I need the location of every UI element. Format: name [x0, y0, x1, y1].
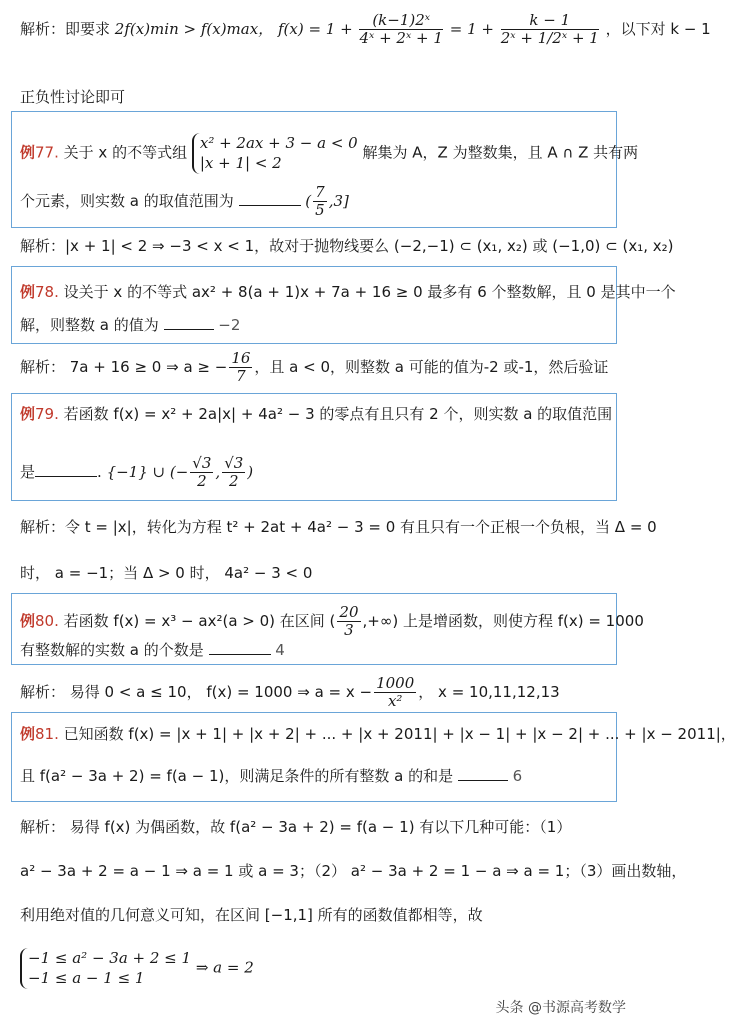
example-80-line2: 有整数解的实数 a 的个数是 4: [20, 641, 285, 659]
function-def: f(x) = 1 +: [277, 19, 353, 38]
answer-blank: [458, 780, 508, 781]
example-77-line1: 例77. 关于 x 的不等式组 x² + 2ax + 3 − a < 0 |x + 1| < 2 解集为 A，Z 为整数集，且 A ∩ Z 共有两: [20, 134, 639, 173]
solution-80: 解析： 易得 0 < a ≤ 10， f(x) = 1000 ⇒ a = x − $\frac{1000}{\text{x²}}$ ， x = 10,11,12,13: [20, 674, 560, 711]
example-label: 例: [20, 405, 36, 423]
example-79-line1: 例79. 若函数 f(x) = x² + 2a|x| + 4a² − 3 的零点有且只有 2 个，则实数 a 的取值范围: [20, 405, 613, 423]
example-81-line1: 例81. 已知函数 f(x) = |x + 1| + |x + 2| + ... + |x + 2011| + |x − 1| + |x − 2| + ... + |x − 2011|，: [20, 725, 736, 743]
solution-76-line1: 解析：即要求 2f(x)min > f(x)max， f(x) = 1 + $\frac{\text{(k−1)2ˣ}}{\text{4ˣ + 2ˣ + 1}}$ = 1 + $\frac{k - 1}{\text{2ˣ + 1/2ˣ + 1}}$ ，以下对 k − 1: [20, 11, 711, 48]
solution-81-system: −1 ≤ a² − 3a + 2 ≤ 1 −1 ≤ a − 1 ≤ 1 ⇒ a = 2: [20, 948, 254, 989]
solution-79-line2: 时， a = −1；当 Δ > 0 时， 4a² − 3 < 0: [20, 564, 313, 582]
example-number: 78.: [35, 283, 59, 301]
solution-76-line2: 正负性讨论即可: [20, 88, 126, 106]
answer-blank: [164, 329, 214, 330]
inequality: 2f(x)min > f(x)max，: [114, 19, 274, 38]
inequality-system: −1 ≤ a² − 3a + 2 ≤ 1 −1 ≤ a − 1 ≤ 1: [20, 948, 191, 989]
example-78-line2: 解，则整数 a 的值为 −2: [20, 316, 241, 334]
example-number: 79.: [35, 405, 59, 423]
example-number: 77.: [35, 143, 59, 162]
solution-79-line1: 解析：令 t = |x|，转化为方程 t² + 2at + 4a² − 3 = 0 有且只有一个正根一个负根，当 Δ = 0: [20, 518, 657, 536]
example-label: 例: [20, 143, 36, 162]
solution-77: 解析：|x + 1| < 2 ⇒ −3 < x < 1，故对于抛物线要么 (−2,−1) ⊂ (x₁, x₂) 或 (−1,0) ⊂ (x₁, x₂): [20, 237, 674, 255]
example-number: 80.: [35, 611, 59, 630]
example-label: 例: [20, 611, 36, 630]
answer: 4: [275, 641, 285, 659]
example-79-line2: 是 . {−1} ∪ (− $\frac{√3}{2}$ , $\frac{√3}{2}$ ): [20, 454, 254, 491]
example-80-line1: 例80. 若函数 f(x) = x³ − ax²(a > 0) 在区间 ( $\frac{20}{3}$ ,+∞) 上是增函数，则使方程 f(x) = 1000: [20, 603, 644, 640]
answer-blank: [35, 476, 97, 477]
answer-fraction: $\frac{7}{5}$: [315, 183, 325, 220]
solution-81-line3: 利用绝对值的几何意义可知，在区间 [−1,1] 所有的函数值都相等，故: [20, 906, 483, 924]
example-label: 例: [20, 725, 36, 743]
inequality-system: x² + 2ax + 3 − a < 0 |x + 1| < 2: [192, 133, 358, 174]
example-78-line1: 例78. 设关于 x 的不等式 ax² + 8(a + 1)x + 7a + 16 ≥ 0 最多有 6 个整数解，且 0 是其中一个: [20, 283, 676, 301]
answer-blank: [239, 205, 301, 206]
answer: 6: [512, 767, 523, 785]
solution-81-line2: a² − 3a + 2 = a − 1 ⇒ a = 1 或 a = 3；（2） a² − 3a + 2 = 1 − a ⇒ a = 1；（3）画出数轴，: [20, 862, 687, 880]
example-label: 例: [20, 283, 36, 301]
answer: −2: [218, 316, 241, 334]
fraction: $\frac{\text{(k−1)2ˣ}}{\text{4ˣ + 2ˣ + 1}}$: [359, 11, 443, 48]
example-81-line2: 且 f(a² − 3a + 2) = f(a − 1)，则满足条件的所有整数 a 的和是 6: [20, 767, 523, 785]
watermark: 头条 @书源高考数学: [495, 1000, 626, 1016]
example-77-line2: 个元素，则实数 a 的取值范围为 ( $\frac{7}{5}$ ,3]: [20, 183, 349, 220]
example-number: 81.: [35, 725, 59, 743]
answer-blank: [209, 654, 271, 655]
solution-78: 解析： 7a + 16 ≥ 0 ⇒ a ≥ − $\frac{16}{7}$ ，且 a < 0，则整数 a 可能的值为-2 或-1，然后验证: [20, 349, 609, 386]
solution-lead: 解析：即要求: [20, 19, 111, 38]
fraction: $\frac{k - 1}{\text{2ˣ + 1/2ˣ + 1}}$: [500, 11, 599, 48]
solution-81-line1: 解析： 易得 f(x) 为偶函数，故 f(a² − 3a + 2) = f(a − 1) 有以下几种可能：（1）: [20, 818, 572, 836]
